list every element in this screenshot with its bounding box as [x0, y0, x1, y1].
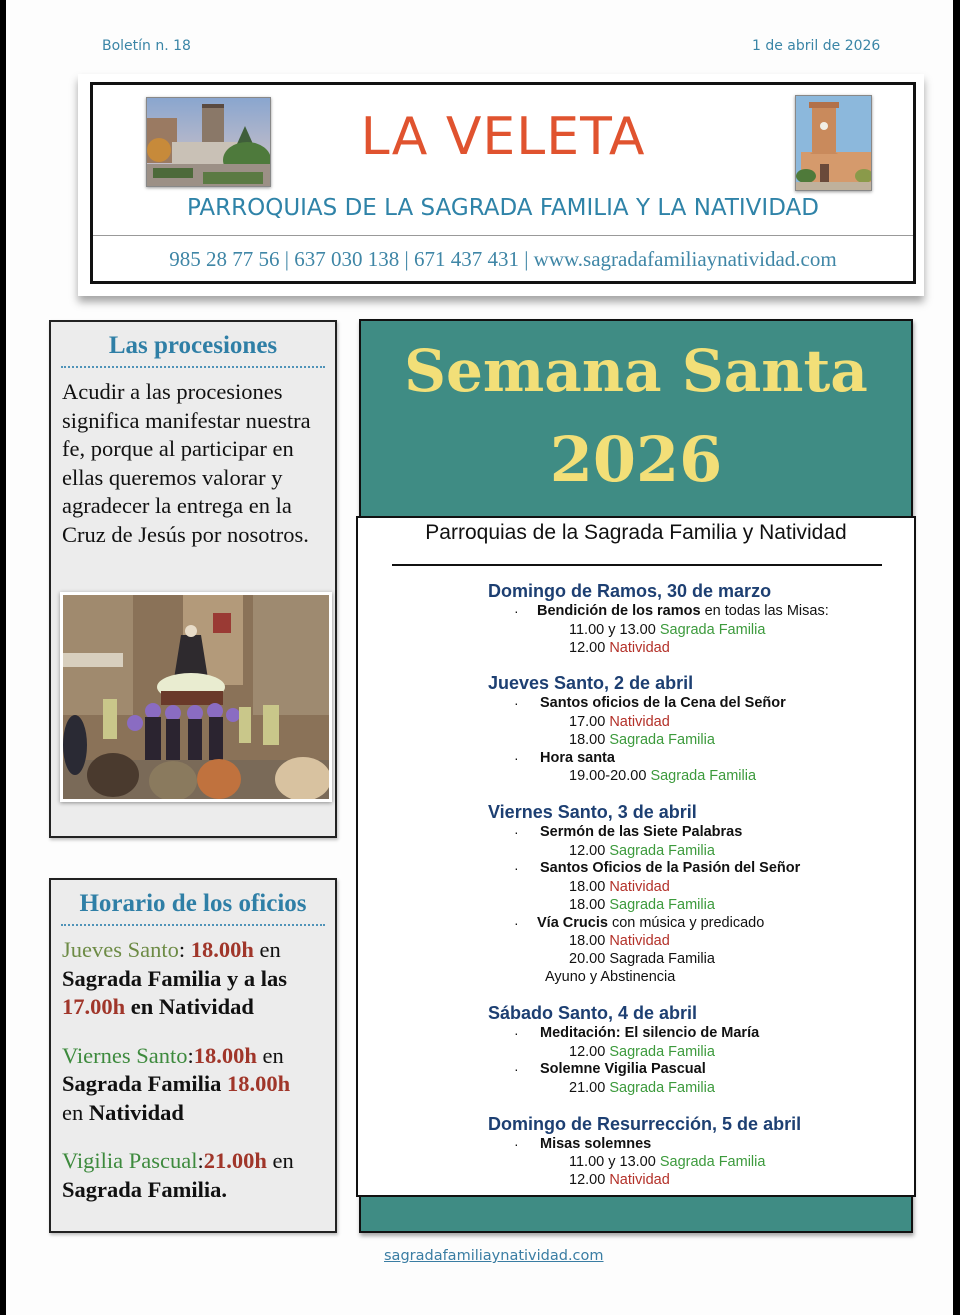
horario-box: [49, 878, 337, 1233]
text-line: fe, porque al participar en: [62, 436, 294, 462]
text-line: agradecer la entrega en la: [62, 493, 292, 519]
schedule-card: [356, 516, 916, 1197]
horario-list: [51, 936, 335, 1204]
bullet-icon: ·: [514, 750, 519, 766]
time-row: 12.00 Sagrada Familia: [569, 843, 715, 859]
masthead-divider: [93, 235, 913, 236]
time-row: 12.00 Sagrada Familia: [569, 1044, 715, 1060]
day-title-resurreccion: Domingo de Resurrección, 5 de abril: [488, 1114, 802, 1134]
horario-entry-jueves: Jueves Santo: 18.00h en Sagrada Familia y a las 17.00h en Natividad: [62, 937, 288, 1019]
schedule-heading: Parroquias de la Sagrada Familia y Natividad: [425, 521, 847, 544]
semana-santa-title: Semana Santa: [404, 337, 868, 405]
time-row: 18.00 Natividad: [569, 933, 670, 949]
bulletin-date: 1 de abril de 2026: [752, 38, 881, 54]
event-cena: Santos oficios de la Cena del Señor: [540, 695, 786, 711]
procesiones-heading: Las procesiones: [108, 332, 278, 359]
event-meditacion: Meditación: El silencio de María: [540, 1025, 760, 1041]
newsletter-page: [6, 0, 953, 1315]
procesiones-box: [49, 320, 337, 838]
bullet-icon: ·: [514, 1025, 519, 1041]
heading-divider: [392, 564, 882, 566]
masthead: [90, 82, 916, 284]
day-title-sabado: Sábado Santo, 4 de abril: [488, 1003, 698, 1023]
bullet-icon: ·: [514, 1136, 519, 1152]
parishes-subtitle: PARROQUIAS DE LA SAGRADA FAMILIA Y LA NATIVIDAD: [187, 195, 819, 221]
text-line: significa manifestar nuestra: [62, 407, 311, 433]
horario-heading: Horario de los oficios: [79, 890, 307, 917]
bullet-icon: ·: [514, 603, 519, 619]
text-line: ellas queremos valorar y: [62, 464, 283, 490]
day-title-ramos: Domingo de Ramos, 30 de marzo: [488, 581, 772, 601]
horario-entry-vigilia: Vigilia Pascual:21.00h en Sagrada Familia.: [62, 1148, 294, 1202]
time-row: 20.00 Sagrada Familia: [569, 951, 715, 967]
event-via-crucis: Vía Crucis con música y predicado: [537, 915, 765, 931]
newsletter-title: LA VELETA: [360, 107, 646, 167]
event-sermon: Sermón de las Siete Palabras: [540, 824, 743, 840]
time-row: 19.00-20.00 Sagrada Familia: [569, 768, 757, 784]
website-link[interactable]: sagradafamiliaynatividad.com: [384, 1248, 604, 1264]
event-hora-santa: Hora santa: [540, 750, 615, 766]
time-row: 17.00 Natividad: [569, 714, 670, 730]
bullet-icon: ·: [514, 1061, 519, 1077]
event-bendicion: Bendición de los ramos en todas las Misas:: [537, 603, 829, 619]
dotted-divider: [61, 924, 325, 926]
event-misas-solemnes: Misas solemnes: [540, 1136, 652, 1152]
time-row: 18.00 Sagrada Familia: [569, 732, 715, 748]
semana-santa-year: 2026: [549, 423, 723, 496]
event-vigilia: Solemne Vigilia Pascual: [540, 1061, 706, 1077]
day-title-viernes: Viernes Santo, 3 de abril: [488, 802, 697, 822]
text-line: Cruz de Jesús por nosotros.: [62, 521, 309, 547]
bulletin-number: Boletín n. 18: [102, 38, 191, 54]
dotted-divider: [61, 366, 325, 368]
bullet-icon: ·: [514, 860, 519, 876]
horario-entry-viernes: Viernes Santo:18.00h en Sagrada Familia 18.00h en Natividad: [62, 1042, 291, 1125]
time-row: 12.00 Natividad: [569, 1172, 670, 1188]
text-line: Acudir a las procesiones: [62, 379, 283, 404]
procesiones-text: [62, 378, 327, 550]
time-row: 11.00 y 13.00 Sagrada Familia: [569, 1154, 766, 1170]
time-row: 12.00 Natividad: [569, 640, 670, 656]
event-pasion: Santos Oficios de la Pasión del Señor: [540, 860, 801, 876]
procession-photo: [60, 592, 332, 802]
time-row: 11.00 y 13.00 Sagrada Familia: [569, 622, 766, 638]
time-row: 18.00 Natividad: [569, 879, 670, 895]
bullet-icon: ·: [514, 915, 519, 931]
contact-line: 985 28 77 56 | 637 030 138 | 671 437 431 | www.sagradafamiliaynatividad.com: [169, 247, 837, 271]
bullet-icon: ·: [514, 824, 519, 840]
time-row: 21.00 Sagrada Familia: [569, 1080, 715, 1096]
bullet-icon: ·: [514, 695, 519, 711]
time-row: 18.00 Sagrada Familia: [569, 897, 715, 913]
day-title-jueves: Jueves Santo, 2 de abril: [488, 673, 694, 693]
fasting-note: Ayuno y Abstinencia: [545, 969, 676, 985]
